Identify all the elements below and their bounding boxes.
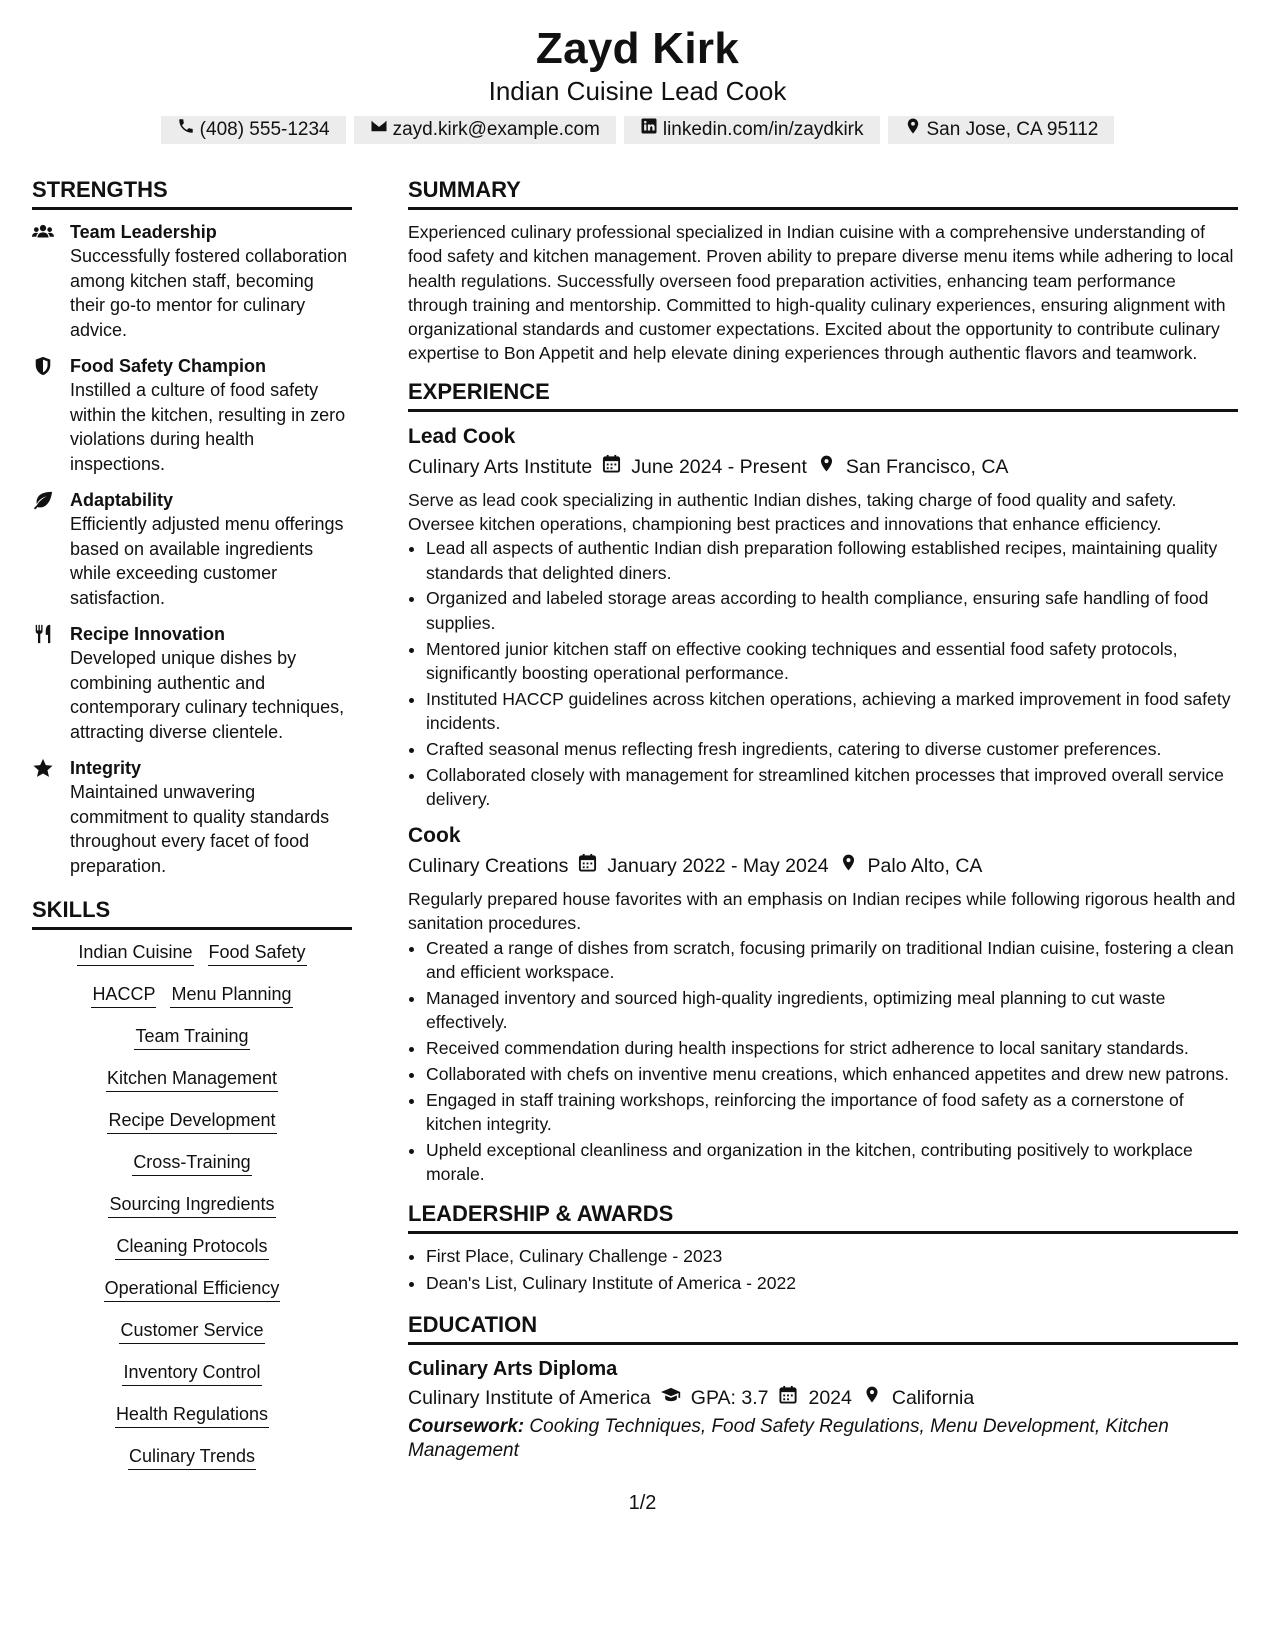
strength-item xyxy=(32,354,352,476)
calendar-icon xyxy=(602,452,621,482)
job-bullet: • Engaged in staff training workshops, reinforcing the importance of food safety as a cornerstone of kitchen integrity. xyxy=(426,1088,1238,1137)
left-column xyxy=(32,176,352,1486)
education-meta xyxy=(408,1383,1238,1413)
job-position: Lead Cook xyxy=(408,424,516,448)
graduation-cap-icon xyxy=(661,1383,681,1413)
envelope-icon xyxy=(370,116,388,144)
skill-tag: Cross-Training xyxy=(132,1150,251,1176)
coursework-list: Cooking Techniques, Food Safety Regulations, Menu Development, Kitchen Management xyxy=(408,1415,1169,1461)
job-bullet: • Collaborated with chefs on inventive menu creations, which enhanced appetites and drew new patrons. xyxy=(426,1062,1238,1086)
strengths-heading: STRENGTHS xyxy=(32,176,352,210)
leaf-icon xyxy=(32,488,70,610)
job-description: Regularly prepared house favorites with an emphasis on Indian recipes while following rigorous health and sanitation procedures. xyxy=(408,889,1236,934)
strength-desc: Developed unique dishes by combining authentic and contemporary culinary techniques, attracting diverse clientele. xyxy=(70,648,345,742)
contact-bar xyxy=(0,116,1275,144)
skill-tag: Indian Cuisine xyxy=(77,940,193,966)
strength-desc: Successfully fostered collaboration among kitchen staff, becoming their go-to mentor for culinary advice. xyxy=(70,246,348,340)
skill-tag: Food Safety xyxy=(208,940,307,966)
job-bullet: • Upheld exceptional cleanliness and organization in the kitchen, contributing positively to workplace morale. xyxy=(426,1138,1238,1187)
contact-location-text: San Jose, CA 95112 xyxy=(926,119,1099,140)
job-location: Palo Alto, CA xyxy=(867,855,983,878)
job-dates: June 2024 - Present xyxy=(631,455,807,478)
job-description: Serve as lead cook specializing in authentic Indian dishes, taking charge of food quality and safety. Oversee kitchen operations, championing best practices and innovations that enhance efficiency. xyxy=(408,489,1177,535)
education-year: 2024 xyxy=(808,1386,852,1409)
awards-heading: LEADERSHIP & AWARDS xyxy=(408,1200,1238,1234)
job-bullet: • Crafted seasonal menus reflecting fresh ingredients, catering to diverse customer preferences. xyxy=(426,737,1238,761)
job-bullet: • Collaborated closely with management for streamlined kitchen processes that improved overall service delivery. xyxy=(426,763,1238,812)
job-bullet: • Created a range of dishes from scratch, focusing primarily on traditional Indian cuisine, fostering a clean and efficient workspace. xyxy=(426,936,1238,985)
coursework-label: Coursework: xyxy=(408,1415,525,1437)
phone-icon xyxy=(177,116,195,144)
skill-tag: Team Training xyxy=(134,1024,249,1050)
contact-location xyxy=(888,116,1115,144)
linkedin-icon xyxy=(640,116,658,144)
contact-email[interactable] xyxy=(354,116,616,144)
job-bullet: • Organized and labeled storage areas according to health compliance, ensuring safe handling of food supplies. xyxy=(426,586,1238,635)
calendar-icon xyxy=(578,851,597,881)
strength-item xyxy=(32,488,352,610)
job-dates: January 2022 - May 2024 xyxy=(607,855,829,878)
resume-header xyxy=(0,0,1275,144)
job-company: Culinary Arts Institute xyxy=(408,455,593,478)
job-company: Culinary Creations xyxy=(408,855,569,878)
contact-linkedin[interactable] xyxy=(624,116,880,144)
map-marker-icon xyxy=(904,116,922,144)
job-bullets xyxy=(408,936,1238,1186)
map-marker-icon xyxy=(862,1383,882,1413)
strength-title: Integrity xyxy=(70,758,142,778)
summary-heading: SUMMARY xyxy=(408,176,1238,210)
skill-tag: Health Regulations xyxy=(115,1402,269,1428)
skill-tag: Sourcing Ingredients xyxy=(108,1192,275,1218)
strength-desc: Instilled a culture of food safety within the kitchen, resulting in zero violations during health inspections. xyxy=(70,380,346,474)
skill-tag: Culinary Trends xyxy=(128,1444,256,1470)
job-bullet: • Received commendation during health inspections for strict adherence to local sanitary standards. xyxy=(426,1036,1238,1060)
contact-email-text: zayd.kirk@example.com xyxy=(392,119,600,140)
award-item: • Dean's List, Culinary Institute of America - 2022 xyxy=(426,1271,1238,1295)
map-marker-icon xyxy=(817,452,836,482)
strength-item xyxy=(32,756,352,878)
skill-tag: Inventory Control xyxy=(122,1360,261,1386)
education-coursework xyxy=(408,1415,1238,1463)
job-bullets xyxy=(408,536,1238,811)
contact-linkedin-text: linkedin.com/in/zaydkirk xyxy=(662,119,864,140)
contact-phone[interactable] xyxy=(161,116,346,144)
job-meta xyxy=(408,851,1238,881)
job-entry xyxy=(408,821,1238,1186)
job-bullet: • Instituted HACCP guidelines across kitchen operations, achieving a marked improvement in food safety incidents. xyxy=(426,687,1238,736)
strength-title: Food Safety Champion xyxy=(70,356,267,376)
education-gpa: GPA: 3.7 xyxy=(690,1386,769,1409)
skill-tag: Operational Efficiency xyxy=(104,1276,281,1302)
education-degree: Culinary Arts Diploma xyxy=(408,1357,618,1380)
strength-title: Team Leadership xyxy=(70,222,217,242)
skill-tag: Cleaning Protocols xyxy=(115,1234,268,1260)
skills-list xyxy=(32,940,352,1472)
skill-tag: Menu Planning xyxy=(170,982,292,1008)
awards-list xyxy=(408,1244,1238,1295)
skills-heading: SKILLS xyxy=(32,896,352,930)
users-icon xyxy=(32,220,70,342)
right-column xyxy=(408,176,1238,1486)
strength-item xyxy=(32,622,352,744)
experience-heading: EXPERIENCE xyxy=(408,378,1238,412)
strength-desc: Maintained unwavering commitment to quality standards throughout every facet of food preparation. xyxy=(70,782,330,876)
strength-item xyxy=(32,220,352,342)
summary-text: Experienced culinary professional specialized in Indian cuisine with a comprehensive understanding of food safety and kitchen management. Proven ability to prepare diverse menu items while adhering to local health regulations. Successfully overseen food preparation activities, enhancing team performance through training and mentorship. Committed to high-quality culinary experiences, ensuring alignment with organizational standards and customer expectations. Excited about the opportunity to contribute culinary expertise to Bon Appetit and help elevate dining experiences through authentic flavors and teamwork. xyxy=(408,222,1234,364)
skill-tag: Kitchen Management xyxy=(106,1066,278,1092)
contact-phone-text: (408) 555-1234 xyxy=(199,119,330,140)
candidate-name: Zayd Kirk xyxy=(535,24,740,73)
utensils-icon xyxy=(32,622,70,744)
job-bullet: • Lead all aspects of authentic Indian dish preparation following established recipes, maintaining quality standards that delighted diners. xyxy=(426,536,1238,585)
skill-tag: HACCP xyxy=(91,982,156,1008)
award-item: • First Place, Culinary Challenge - 2023 xyxy=(426,1244,1238,1268)
skill-tag: Customer Service xyxy=(119,1318,264,1344)
star-icon xyxy=(32,756,70,878)
page-number: 1/2 xyxy=(628,1492,657,1514)
map-marker-icon xyxy=(839,851,858,881)
education-location: California xyxy=(891,1386,975,1409)
strength-title: Adaptability xyxy=(70,490,174,510)
skill-tag: Recipe Development xyxy=(107,1108,276,1134)
job-position: Cook xyxy=(408,824,461,848)
job-bullet: • Mentored junior kitchen staff on effective cooking techniques and essential food safety protocols, significantly boosting operational performance. xyxy=(426,637,1238,686)
job-meta xyxy=(408,452,1238,482)
strength-desc: Efficiently adjusted menu offerings based on available ingredients while exceeding customer satisfaction. xyxy=(70,514,344,608)
strength-title: Recipe Innovation xyxy=(70,624,226,644)
job-title-heading: Indian Cuisine Lead Cook xyxy=(488,76,787,106)
job-location: San Francisco, CA xyxy=(845,455,1009,478)
shield-icon xyxy=(32,354,70,476)
job-entry xyxy=(408,422,1238,811)
education-school: Culinary Institute of America xyxy=(408,1386,651,1409)
education-heading: EDUCATION xyxy=(408,1311,1238,1345)
education-entry xyxy=(408,1355,1238,1463)
job-bullet: • Managed inventory and sourced high-quality ingredients, optimizing meal planning to cut waste effectively. xyxy=(426,986,1238,1035)
calendar-icon xyxy=(778,1383,798,1413)
